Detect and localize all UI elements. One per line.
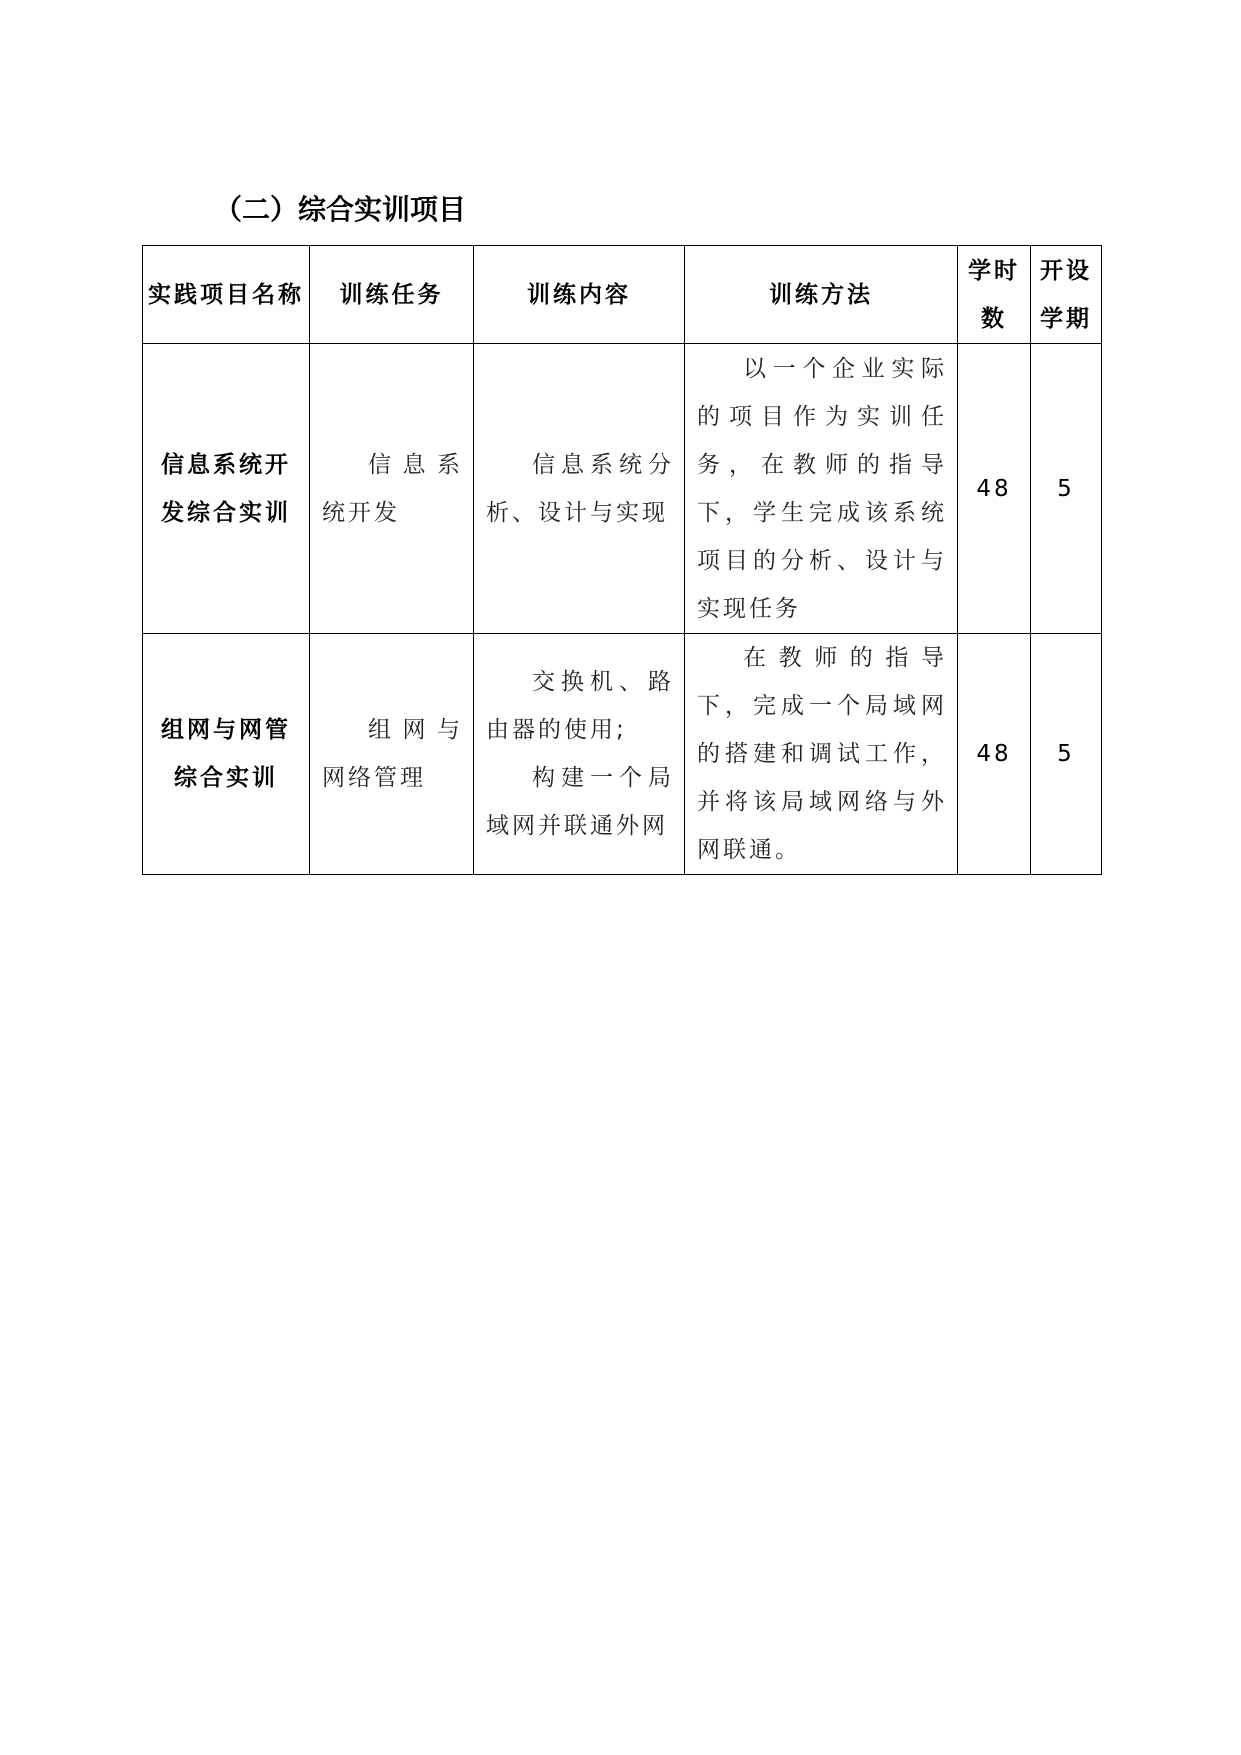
term-cell: 5 bbox=[1031, 634, 1102, 875]
training-task-cell: 组网与网络管理 bbox=[310, 634, 474, 875]
header-term-line2: 学期 bbox=[1040, 305, 1092, 332]
term-cell: 5 bbox=[1031, 344, 1102, 634]
content-line: 信息系统分析、设计与实现 bbox=[486, 451, 674, 526]
content-line: 构建一个局域网并联通外网 bbox=[486, 765, 674, 839]
project-name-cell: 信息系统开发综合实训 bbox=[143, 344, 310, 634]
header-term-line1: 开设 bbox=[1040, 257, 1092, 284]
header-training-method: 训练方法 bbox=[685, 246, 958, 344]
training-content-cell bbox=[474, 344, 685, 634]
header-term bbox=[1031, 246, 1102, 344]
header-hours-line1: 学时 bbox=[968, 257, 1020, 284]
hours-cell: 48 bbox=[958, 344, 1031, 634]
training-method-cell: 在教师的指导下，完成一个局域网的搭建和调试工作，并将该局域网络与外网联通。 bbox=[685, 634, 958, 875]
header-hours bbox=[958, 246, 1031, 344]
table-row bbox=[143, 634, 1102, 875]
header-training-task: 训练任务 bbox=[310, 246, 474, 344]
training-content-cell bbox=[474, 634, 685, 875]
header-hours-line2: 数 bbox=[981, 305, 1007, 332]
training-method-cell: 以一个企业实际的项目作为实训任务，在教师的指导下，学生完成该系统项目的分析、设计与实现任务 bbox=[685, 344, 958, 634]
section-title: （二）综合实训项目 bbox=[214, 193, 467, 226]
header-project-name: 实践项目名称 bbox=[143, 246, 310, 344]
table-row bbox=[143, 344, 1102, 634]
hours-cell: 48 bbox=[958, 634, 1031, 875]
table-header-row bbox=[143, 246, 1102, 344]
project-name-cell: 组网与网管综合实训 bbox=[143, 634, 310, 875]
practice-project-table bbox=[142, 245, 1102, 875]
training-task-cell: 信息系统开发 bbox=[310, 344, 474, 634]
content-line: 交换机、路由器的使用; bbox=[486, 669, 674, 743]
header-training-content: 训练内容 bbox=[474, 246, 685, 344]
